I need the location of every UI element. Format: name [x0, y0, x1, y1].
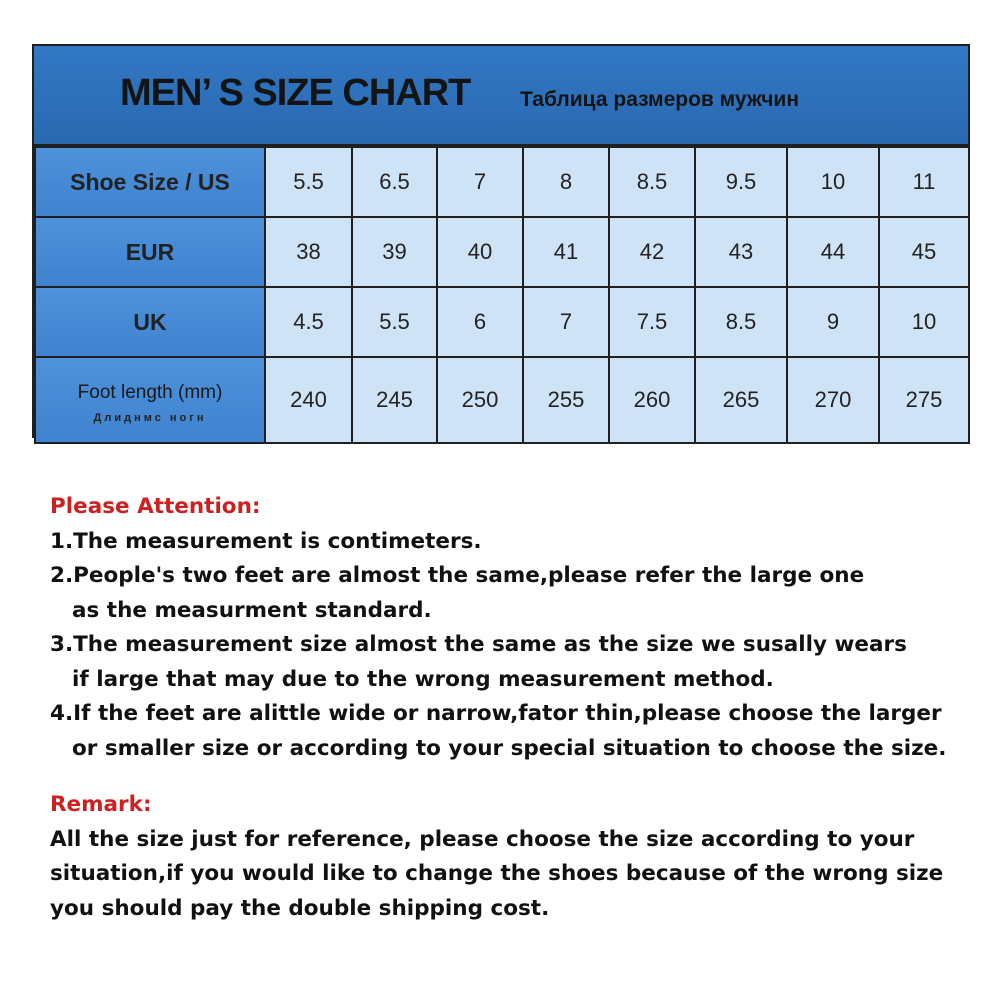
table-cell: 270: [787, 357, 879, 443]
table-cell: 38: [265, 217, 352, 287]
table-row-eur: [35, 217, 969, 287]
table-cell: 10: [879, 287, 969, 357]
table-cell: 9.5: [695, 147, 787, 217]
table-cell: 6: [437, 287, 523, 357]
table-cell: 42: [609, 217, 695, 287]
table-cell: 265: [695, 357, 787, 443]
attention-item-2-cont: as the measurment standard.: [72, 597, 432, 623]
table-row-uk: [35, 287, 969, 357]
row-label-eur: EUR: [35, 217, 265, 287]
table-cell: 8.5: [609, 147, 695, 217]
table-cell: 40: [437, 217, 523, 287]
table-cell: 240: [265, 357, 352, 443]
table-cell: 11: [879, 147, 969, 217]
table-row-foot-length: [35, 357, 969, 443]
attention-item-1: 1.The measurement is contimeters.: [50, 528, 482, 554]
attention-item-3-cont: if large that may due to the wrong measurement method.: [72, 666, 774, 692]
remark-line-3: you should pay the double shipping cost.: [50, 895, 550, 921]
table-cell: 260: [609, 357, 695, 443]
attention-item-4-cont: or smaller size or according to your special situation to choose the size.: [72, 735, 947, 761]
table-cell: 6.5: [352, 147, 437, 217]
table-cell: 39: [352, 217, 437, 287]
table-cell: 9: [787, 287, 879, 357]
table-cell: 5.5: [265, 147, 352, 217]
table-cell: 4.5: [265, 287, 352, 357]
table-cell: 245: [352, 357, 437, 443]
chart-title: MEN’ S SIZE CHART: [120, 72, 471, 114]
table-row-us: [35, 147, 969, 217]
table-cell: 7: [437, 147, 523, 217]
foot-length-label: Foot length (mm): [77, 381, 223, 403]
table-cell: 45: [879, 217, 969, 287]
table-cell: 10: [787, 147, 879, 217]
table-cell: 8: [523, 147, 609, 217]
table-cell: 7: [523, 287, 609, 357]
spacer: [50, 766, 980, 788]
table-cell: 5.5: [352, 287, 437, 357]
attention-heading: Please Attention:: [50, 494, 261, 519]
chart-header: [34, 46, 968, 146]
notes-section: [50, 490, 980, 926]
row-label-foot-length: [35, 357, 265, 443]
attention-item-3: 3.The measurement size almost the same as the size we susally wears: [50, 632, 907, 657]
remark-line-2: situation,if you would like to change the shoes because of the wrong size: [50, 861, 944, 886]
foot-length-label-ru: Длиднмс ногн: [93, 411, 207, 424]
table-cell: 7.5: [609, 287, 695, 357]
row-label-us: Shoe Size / US: [35, 147, 265, 217]
attention-item-2: 2.People's two feet are almost the same,please refer the large one: [50, 563, 865, 588]
table-cell: 44: [787, 217, 879, 287]
table-cell: 275: [879, 357, 969, 443]
chart-subtitle: Таблица размеров мужчин: [520, 88, 799, 111]
table-cell: 43: [695, 217, 787, 287]
table-cell: 255: [523, 357, 609, 443]
table-cell: 250: [437, 357, 523, 443]
size-table: [34, 146, 970, 444]
remark-line-1: All the size just for reference, please choose the size according to your: [50, 826, 915, 852]
remark-heading: Remark:: [50, 792, 152, 817]
table-cell: 41: [523, 217, 609, 287]
row-label-uk: UK: [35, 287, 265, 357]
attention-item-4: 4.If the feet are alittle wide or narrow,fator thin,please choose the larger: [50, 701, 942, 726]
table-cell: 8.5: [695, 287, 787, 357]
size-chart: [32, 44, 970, 438]
